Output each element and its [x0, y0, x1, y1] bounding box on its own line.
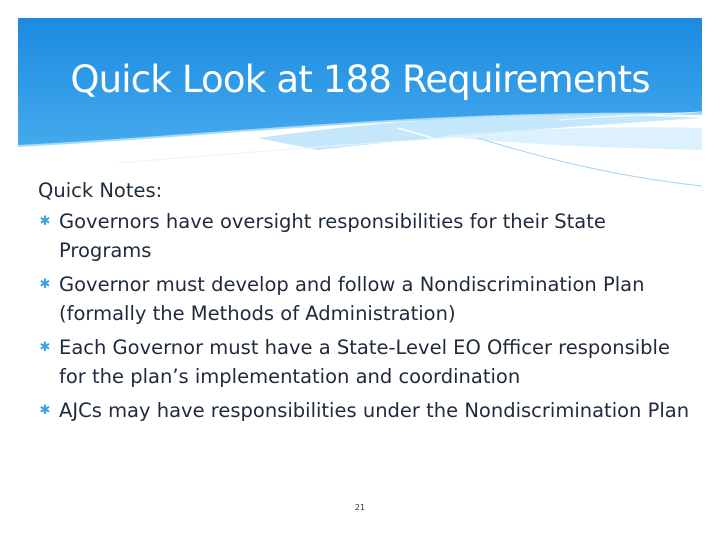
list-item — [38, 270, 698, 328]
bullet-text: Governor must develop and follow a Nondiscrimination Plan (formally the Methods of Administration) — [59, 273, 645, 325]
bullet-text: Governors have oversight responsibilities for their State Programs — [59, 210, 606, 262]
title-banner — [18, 18, 702, 196]
page-number: 21 — [354, 503, 366, 512]
slide-title: Quick Look at 188 Requirements — [70, 58, 650, 101]
asterisk-bullet-icon: ✱ — [39, 340, 51, 355]
list-item — [38, 333, 698, 391]
list-item — [38, 207, 698, 265]
bullet-list — [38, 207, 698, 425]
notes-heading: Quick Notes: — [38, 179, 163, 202]
bullet-text: AJCs may have responsibilities under the Nondiscrimination Plan — [59, 399, 690, 422]
asterisk-bullet-icon: ✱ — [39, 214, 51, 229]
banner-wave-graphic — [18, 18, 702, 196]
bullet-text: Each Governor must have a State-Level EO Officer responsible for the plan’s implementation and coordination — [59, 336, 670, 388]
list-item — [38, 396, 698, 425]
asterisk-bullet-icon: ✱ — [39, 403, 51, 418]
slide-body — [38, 176, 698, 430]
asterisk-bullet-icon: ✱ — [39, 277, 51, 292]
